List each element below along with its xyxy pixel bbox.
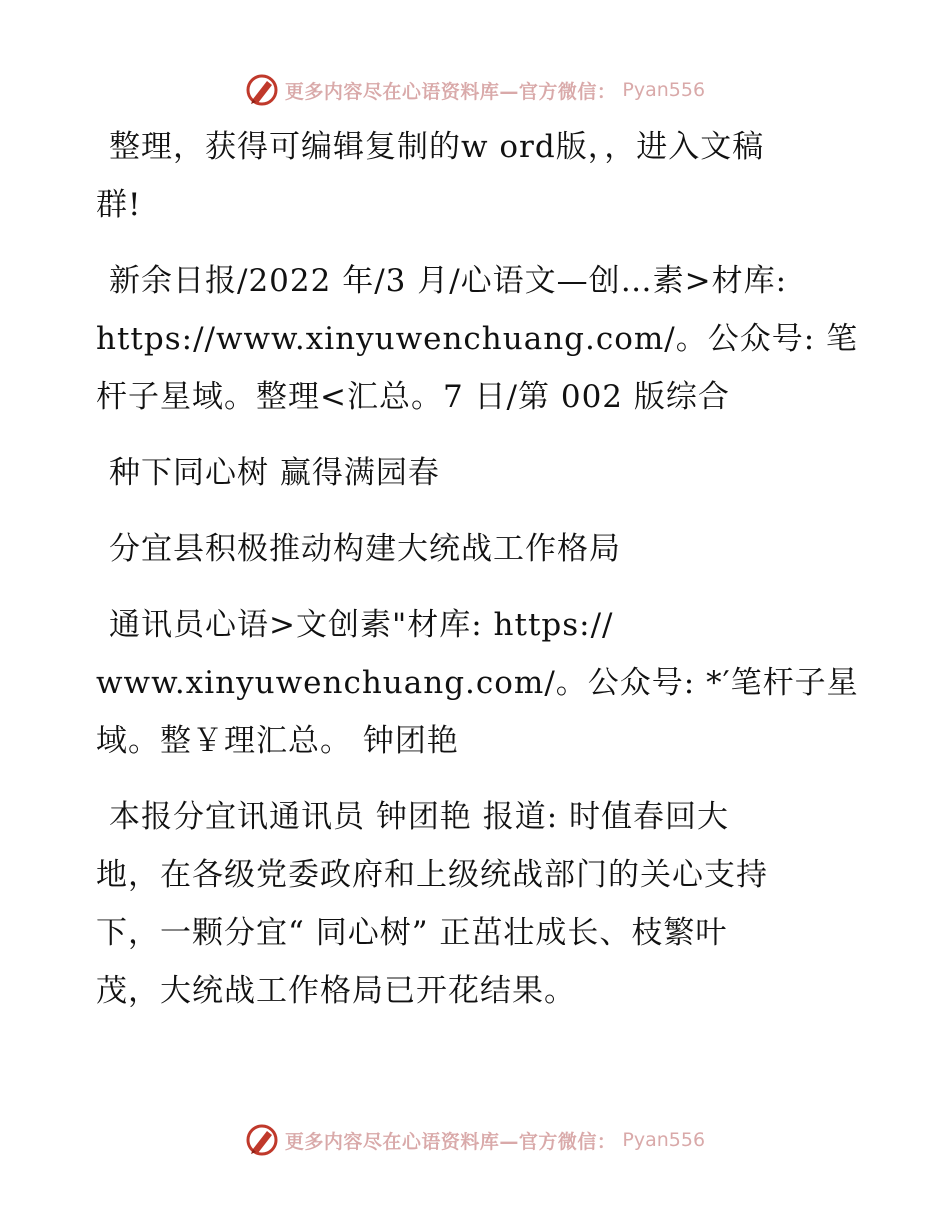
text-line: 整理，获得可编辑复制的w ord版，，进入文稿 — [109, 129, 765, 165]
watermark-wechat-id: Pyan556 — [622, 79, 706, 101]
pen-logo-icon — [245, 73, 279, 107]
paragraph-byline — [96, 596, 859, 770]
text-line: https://www.xinyuwenchuang.com/。公众号: 笔 — [96, 321, 859, 357]
document-body — [96, 118, 859, 1038]
text-line: 群! — [96, 187, 142, 223]
article-headline — [96, 444, 841, 502]
footer-watermark — [0, 1120, 950, 1160]
header-watermark — [0, 70, 950, 110]
watermark-wechat-id: Pyan556 — [622, 1129, 706, 1151]
text-line: 种下同心树 赢得满园春 — [109, 455, 440, 491]
watermark-text: 更多内容尽在心语资料库—官方微信： — [284, 1130, 617, 1153]
text-line: 域。整￥理汇总。 钟团艳 — [96, 723, 459, 759]
text-line: 本报分宜讯通讯员 钟团艳 报道: 时值春回大 — [109, 799, 730, 835]
text-line: www.xinyuwenchuang.com/。公众号: *′笔杆子星 — [96, 665, 859, 701]
paragraph-source — [96, 252, 859, 426]
text-line: 下，一颗分宜“ 同心树” 正茁壮成长、枝繁叶 — [96, 915, 728, 951]
text-line: 杆子星域。整理<汇总。7 日/第 002 版综合 — [96, 379, 730, 415]
text-line: 茂，大统战工作格局已开花结果。 — [96, 973, 576, 1009]
watermark-text: 更多内容尽在心语资料库—官方微信： — [284, 80, 617, 103]
paragraph-intro — [96, 118, 841, 234]
text-line: 分宜县积极推动构建大统战工作格局 — [109, 531, 621, 567]
pen-logo-icon — [245, 1123, 279, 1157]
text-line: 通讯员心语>文创素"材库: https:// — [109, 607, 614, 643]
text-line: 新余日报/2022 年/3 月/心语文—创…素>材库: — [109, 263, 788, 299]
article-subheadline — [96, 520, 841, 578]
text-line: 地，在各级党委政府和上级统战部门的关心支持 — [96, 857, 768, 893]
paragraph-body — [96, 788, 841, 1020]
